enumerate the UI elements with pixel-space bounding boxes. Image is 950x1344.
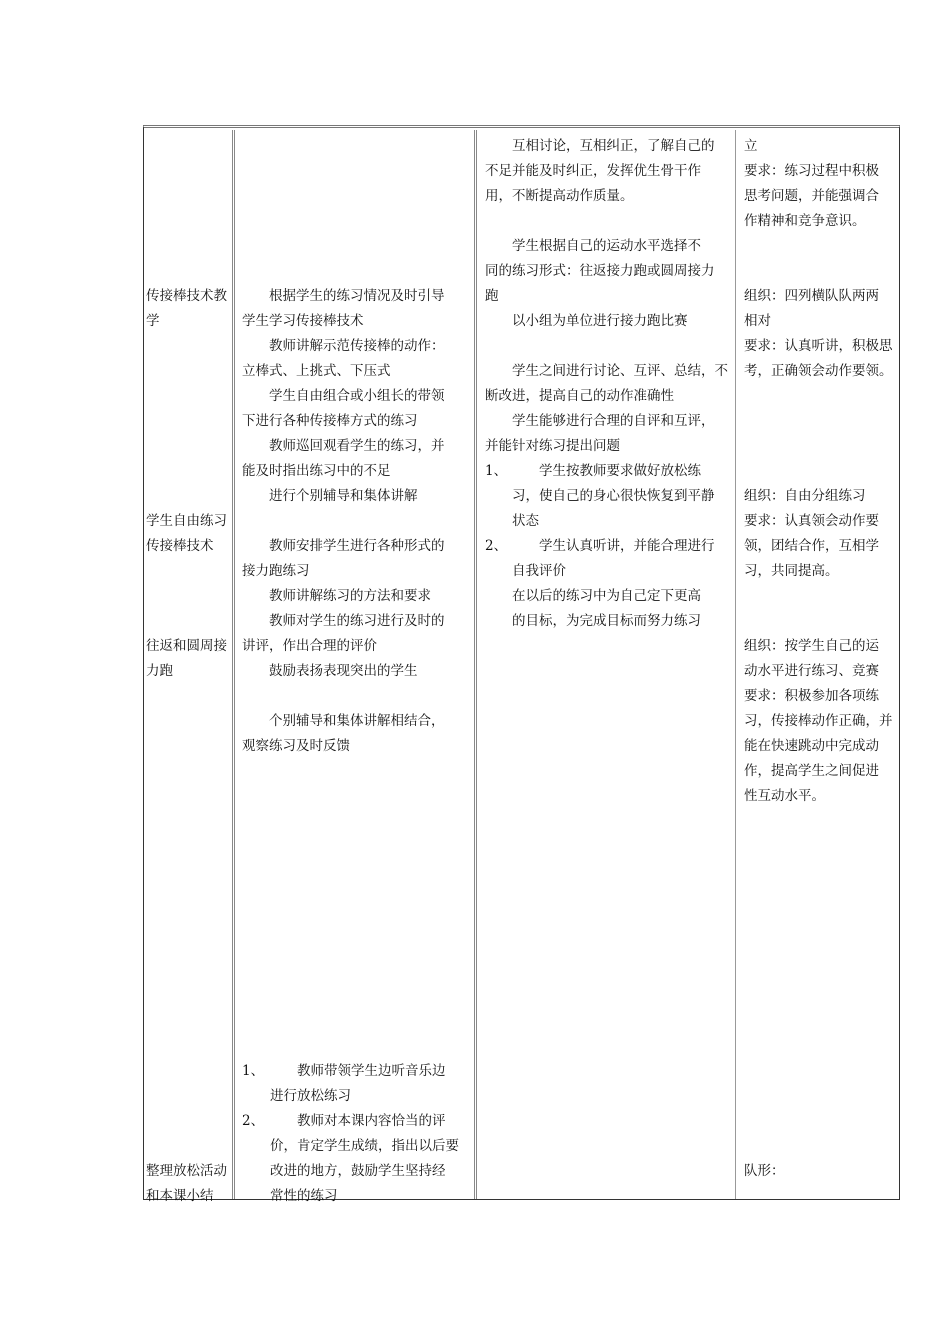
text-line: 以小组为单位进行接力跑比赛 [512, 313, 688, 329]
text-line: 动水平进行练习、竞赛 [744, 663, 879, 679]
requirement-block [744, 634, 893, 809]
text-line: 同的练习形式：往返接力跑或圆周接力 [485, 263, 715, 279]
text-line: 学 [146, 313, 160, 329]
text-line: 立棒式、上挑式、下压式 [242, 363, 391, 379]
text-line: 组织：按学生自己的运 [744, 638, 879, 654]
text-line: 队形： [744, 1163, 785, 1179]
text-line: 根据学生的练习情况及时引导 [269, 288, 445, 304]
text-line: 常性的练习 [270, 1188, 338, 1204]
text-line: 习，传接棒动作正确，并 [744, 713, 893, 729]
text-line: 用，不断提高动作质量。 [485, 188, 634, 204]
text-line: 个别辅导和集体讲解相结合， [269, 713, 445, 729]
text-line: 跑 [485, 288, 499, 304]
text-line: 的目标，为完成目标而努力练习 [512, 613, 701, 629]
text-line: 并能针对练习提出问题 [485, 438, 620, 454]
section-title [146, 284, 227, 334]
text-line: 考，正确领会动作要领。 [744, 363, 893, 379]
text-line: 观察练习及时反馈 [242, 738, 350, 754]
text-line: 学生之间进行讨论、互评、总结，不 [512, 363, 728, 379]
text-line: 在以后的练习中为自己定下更高 [512, 588, 701, 604]
organization-column [740, 132, 901, 1199]
text-line: 学生根据自己的运动水平选择不 [512, 238, 701, 254]
text-line: 领，团结合作，互相学 [744, 538, 879, 554]
text-line: 学生认真听讲，并能合理进行 [539, 538, 715, 554]
text-line: 学生自由组合或小组长的带领 [269, 388, 445, 404]
text-line: 力跑 [146, 663, 173, 679]
text-line: 学生自由练习 [146, 513, 227, 529]
text-line: 能及时指出练习中的不足 [242, 463, 391, 479]
text-line: 要求：认真领会动作要 [744, 513, 879, 529]
text-line: 改进的地方，鼓励学生坚持经 [270, 1163, 446, 1179]
text-line: 学生能够进行合理的自评和互评， [512, 413, 715, 429]
requirement-block [744, 134, 879, 234]
text-line: 教师对学生的练习进行及时的 [269, 613, 445, 629]
text-line: 学生学习传接棒技术 [242, 313, 364, 329]
text-line: 下进行各种传接棒方式的练习 [242, 413, 418, 429]
text-line: 要求：练习过程中积极 [744, 163, 879, 179]
text-line: 教师巡回观看学生的练习，并 [269, 438, 445, 454]
text-line: 性互动水平。 [744, 788, 825, 804]
list-number: 1、 [242, 1063, 265, 1079]
student-activity-text [485, 134, 728, 459]
text-line: 作精神和竞争意识。 [744, 213, 866, 229]
text-line: 教师安排学生进行各种形式的 [269, 538, 445, 554]
text-line [485, 209, 728, 234]
text-line: 教师带领学生边听音乐边 [297, 1063, 446, 1079]
text-line: 传接棒技术 [146, 538, 214, 554]
text-line [242, 509, 445, 534]
text-line: 自我评价 [512, 563, 566, 579]
text-line: 和本课小结 [146, 1188, 214, 1204]
column-divider [232, 130, 235, 1199]
text-line: 整理放松活动 [146, 1163, 227, 1179]
section-title [146, 509, 227, 559]
section-title [146, 1159, 227, 1209]
requirement-block [744, 284, 893, 384]
text-line: 教师讲解练习的方法和要求 [269, 588, 431, 604]
text-line: 要求：积极参加各项练 [744, 688, 879, 704]
lesson-plan-table [143, 125, 900, 1204]
student-activity-column [480, 132, 740, 1199]
list-item [512, 534, 715, 634]
text-line: 能在快速跳动中完成动 [744, 738, 879, 754]
text-line: 组织：自由分组练习 [744, 488, 866, 504]
text-line: 不足并能及时纠正，发挥优生骨干作 [485, 163, 701, 179]
list-number: 1、 [485, 463, 508, 479]
text-line: 教师对本课内容恰当的评 [297, 1113, 446, 1129]
text-line: 习，共同提高。 [744, 563, 839, 579]
text-line: 学生按教师要求做好放松练 [539, 463, 701, 479]
text-line: 组织：四列横队队两两 [744, 288, 879, 304]
text-line: 习，使自己的身心很快恢复到平静 [512, 488, 715, 504]
list-number: 2、 [485, 538, 508, 554]
text-line: 要求：认真听讲，积极思 [744, 338, 893, 354]
teacher-activity-column [238, 132, 474, 1204]
text-line: 立 [744, 138, 758, 154]
text-line: 互相讨论，互相纠正，了解自己的 [512, 138, 715, 154]
teacher-activity-text [242, 284, 445, 759]
text-line: 价，肯定学生成绩，指出以后要 [270, 1138, 459, 1154]
text-line: 作，提高学生之间促进 [744, 763, 879, 779]
text-line: 接力跑练习 [242, 563, 310, 579]
text-line: 进行个别辅导和集体讲解 [269, 488, 418, 504]
text-line: 传接棒技术教 [146, 288, 227, 304]
text-line: 进行放松练习 [270, 1088, 351, 1104]
column-divider [474, 130, 477, 1199]
requirement-block [744, 484, 879, 584]
text-line: 鼓励表扬表现突出的学生 [269, 663, 418, 679]
list-item [270, 1109, 459, 1209]
text-line [242, 684, 445, 709]
text-line: 思考问题，并能强调合 [744, 188, 879, 204]
text-line: 断改进，提高自己的动作准确性 [485, 388, 674, 404]
text-line: 教师讲解示范传接棒的动作： [269, 338, 445, 354]
section-title [146, 634, 227, 684]
text-line [485, 334, 728, 359]
requirement-block [744, 1159, 785, 1184]
list-number: 2、 [242, 1113, 265, 1129]
list-item [270, 1059, 446, 1109]
list-item [512, 459, 715, 534]
text-line: 状态 [512, 513, 539, 529]
content-column [144, 132, 232, 1204]
text-line: 相对 [744, 313, 771, 329]
text-line: 讲评，作出合理的评价 [242, 638, 377, 654]
text-line: 往返和圆周接 [146, 638, 227, 654]
